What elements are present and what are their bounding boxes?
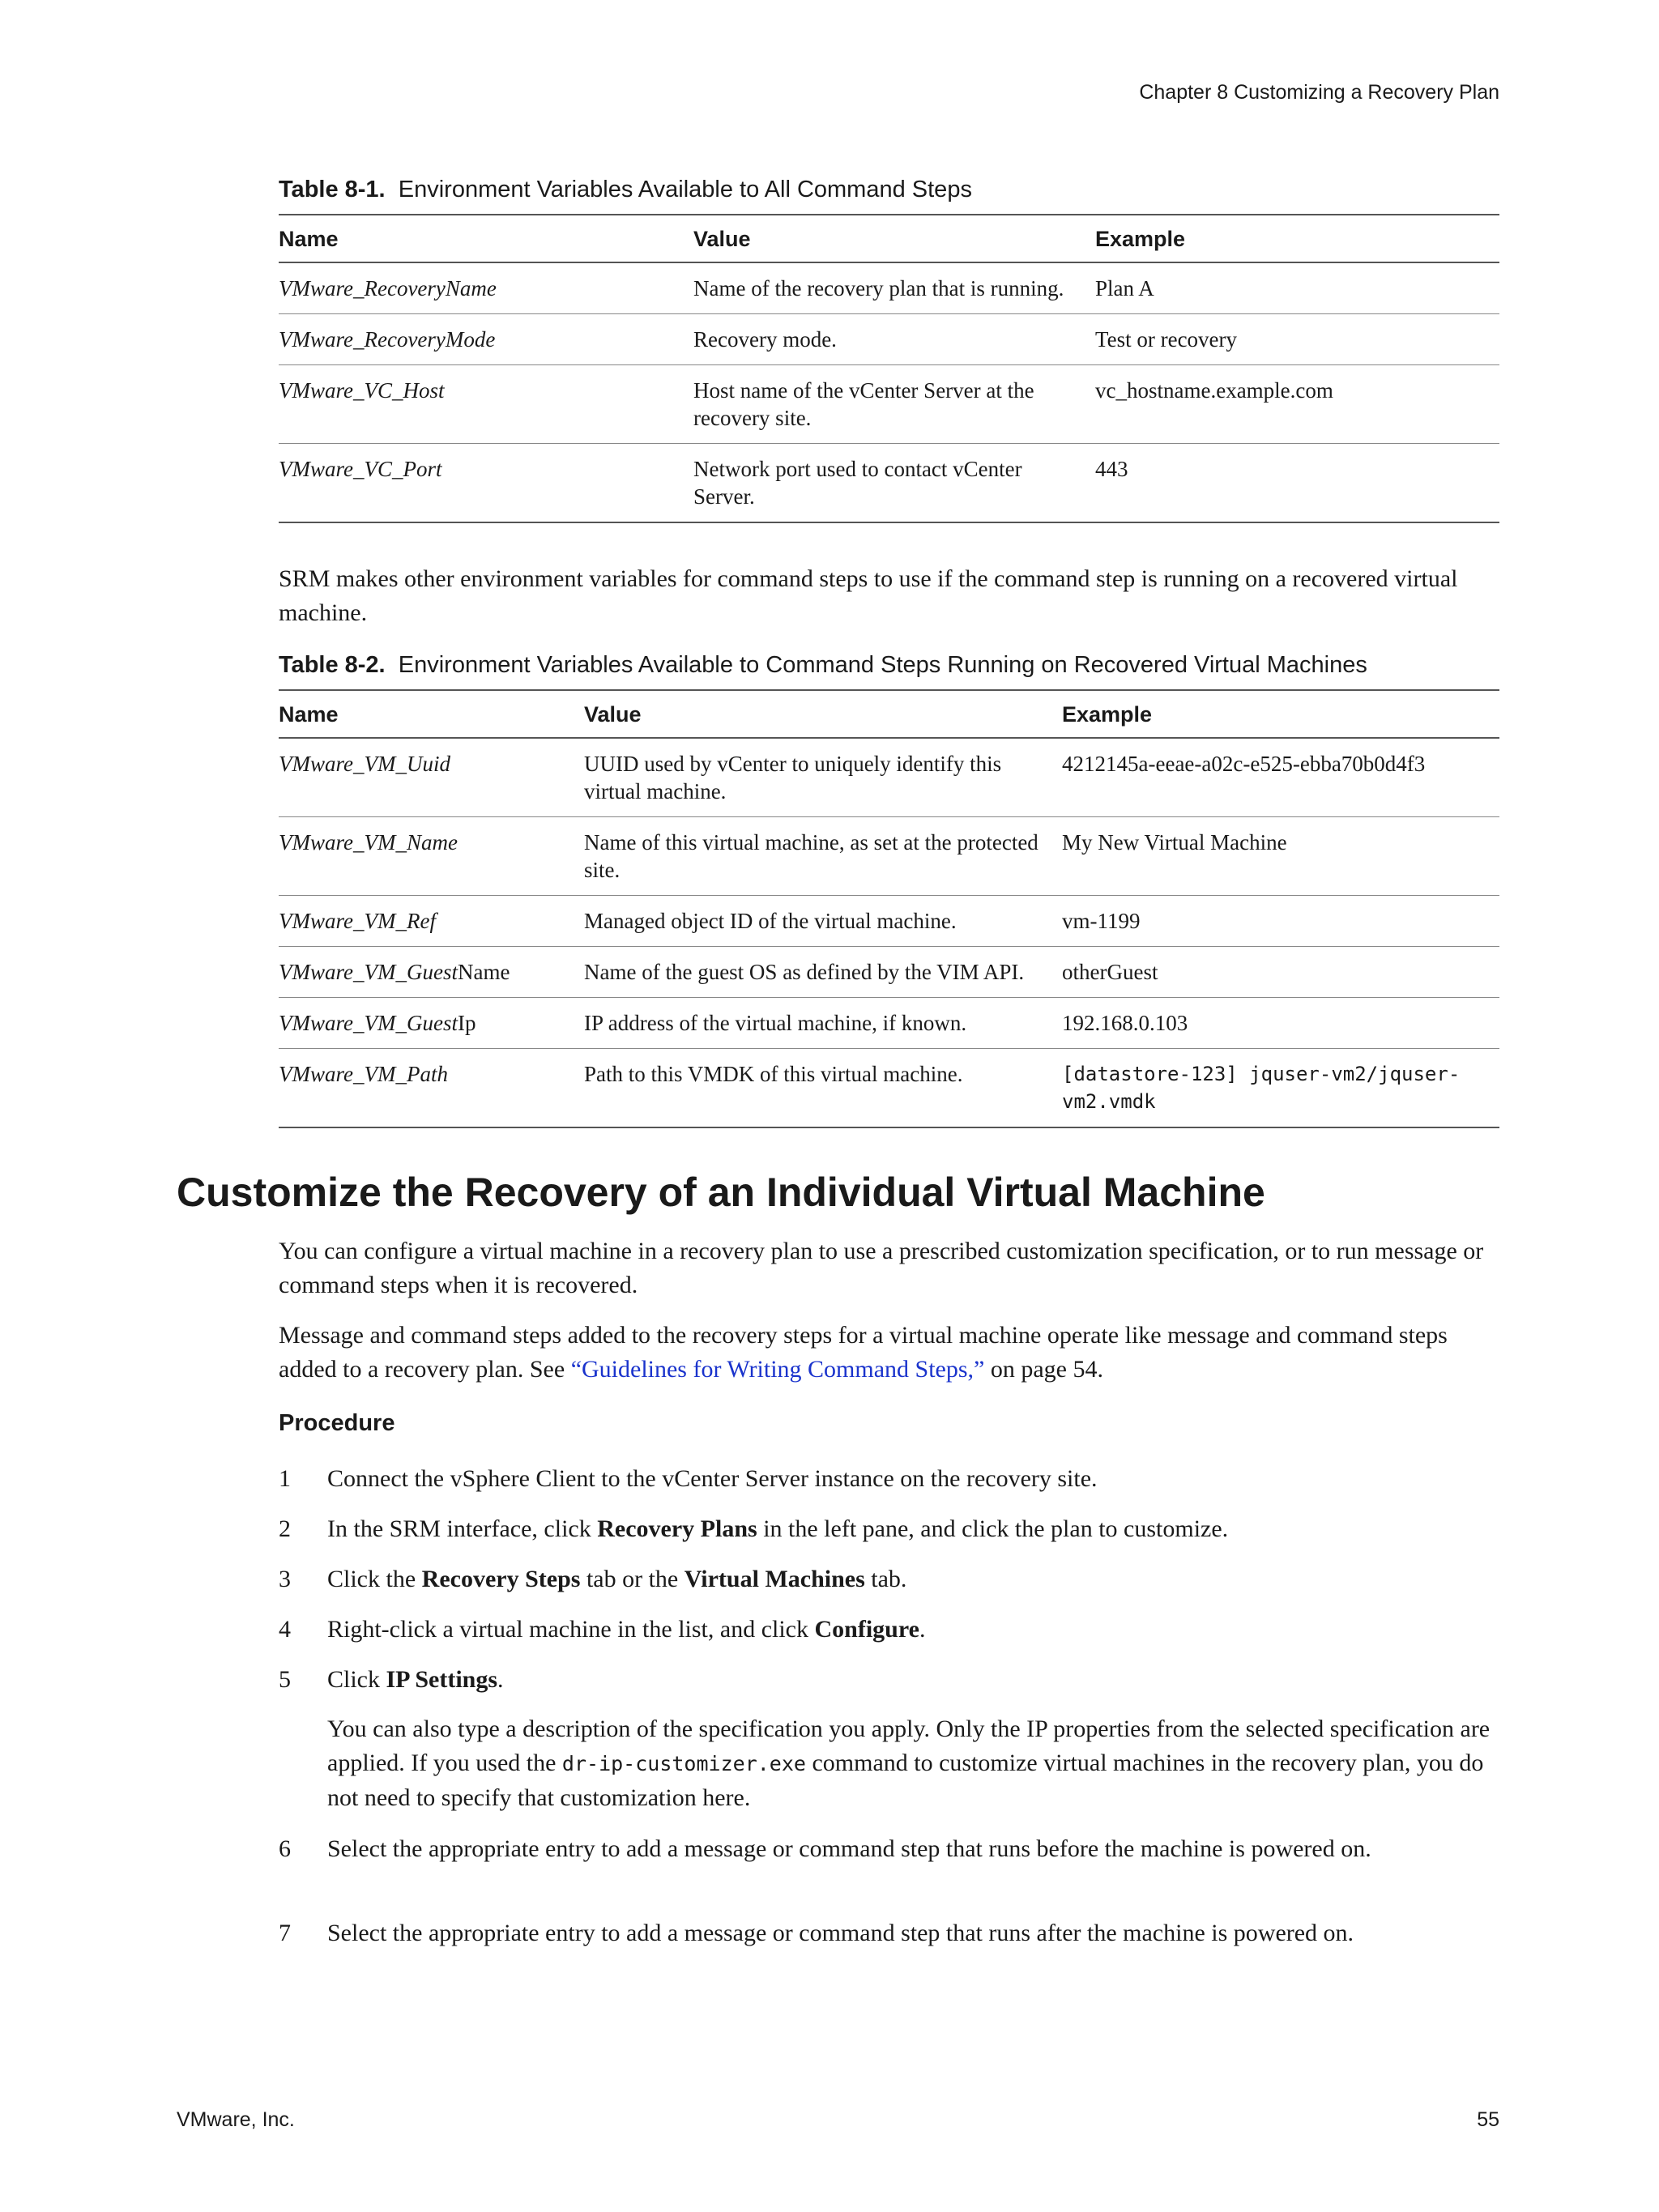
table-row: [279, 947, 1499, 998]
step-text: [327, 1512, 1499, 1546]
step-number: 7: [279, 1920, 291, 1946]
table-row: [279, 365, 1499, 444]
cell-value: IP address of the virtual machine, if known.: [584, 998, 1062, 1049]
cell-name: [279, 738, 584, 817]
step-text: [327, 1562, 1499, 1596]
intro-paragraph-cross-reference: [279, 1319, 1499, 1387]
running-header: Chapter 8 Customizing a Recovery Plan: [1139, 81, 1499, 104]
step-text-part: In the SRM interface, click: [327, 1515, 598, 1542]
name-italic: VMware_VM_Guest: [279, 960, 458, 984]
cell-value: Managed object ID of the virtual machine.: [584, 896, 1062, 947]
cell-example: Test or recovery: [1095, 314, 1499, 365]
procedure-heading: Procedure: [279, 1410, 395, 1436]
step-number: 3: [279, 1566, 291, 1592]
column-header-value: Value: [693, 215, 1095, 262]
table-header-row: [279, 690, 1499, 738]
cell-example: 443: [1095, 444, 1499, 523]
name-italic: VMware_VM_Uuid: [279, 752, 450, 776]
page-number: 55: [1477, 2108, 1499, 2131]
cell-name: VMware_VC_Port: [279, 444, 693, 523]
cell-example: vc_hostname.example.com: [1095, 365, 1499, 444]
table-8-1: [279, 175, 1499, 523]
cell-name: [279, 998, 584, 1049]
cell-value: UUID used by vCenter to uniquely identify this virtual machine.: [584, 738, 1062, 817]
table-label: Table 8-2.: [279, 652, 386, 678]
cell-name: [279, 1049, 584, 1128]
cell-example: vm-1199: [1062, 896, 1499, 947]
procedure-step: [279, 1512, 1499, 1546]
cell-example: otherGuest: [1062, 947, 1499, 998]
name-suffix: Ip: [457, 1011, 476, 1035]
step-text: [327, 1663, 1499, 1697]
cell-name: VMware_RecoveryMode: [279, 314, 693, 365]
step-text-part: Click the: [327, 1566, 422, 1592]
table-caption: [279, 175, 1499, 204]
intro-paragraph: You can configure a virtual machine in a recovery plan to use a prescribed customization specification, or to run message or command steps when it is recovered.: [279, 1238, 1484, 1298]
command-code: dr-ip-customizer.exe: [561, 1752, 806, 1775]
step-text-part: tab.: [864, 1566, 907, 1592]
step-text: Select the appropriate entry to add a message or command step that runs after the machine is powered on.: [327, 1920, 1354, 1946]
name-italic: VMware_VM_Ref: [279, 909, 436, 933]
procedure-step: [279, 1562, 1499, 1596]
step-number: 6: [279, 1835, 291, 1862]
table-row: [279, 817, 1499, 896]
column-header-example: Example: [1095, 215, 1499, 262]
name-italic: VMware_VM_Name: [279, 830, 458, 855]
table-row: [279, 314, 1499, 365]
column-header-name: Name: [279, 690, 584, 738]
procedure-step: [279, 1462, 1499, 1496]
step-5-note: [327, 1712, 1499, 1815]
table-title: Environment Variables Available to Command Steps Running on Recovered Virtual Machines: [398, 652, 1367, 678]
step-number: 5: [279, 1666, 291, 1693]
note-text: command to customize virtual machines in the recovery plan, you do not need to specify that customization here.: [327, 1750, 1484, 1811]
name-italic: VMware_VM_Guest: [279, 1011, 458, 1035]
ui-term: Configure: [814, 1616, 919, 1643]
step-text-part: tab or the: [580, 1566, 684, 1592]
table-caption: [279, 650, 1499, 680]
cell-name: [279, 817, 584, 896]
cell-example: Plan A: [1095, 262, 1499, 314]
env-table: [279, 689, 1499, 1128]
table-row: [279, 444, 1499, 523]
cell-value: Recovery mode.: [693, 314, 1095, 365]
procedure-step: [279, 1613, 1499, 1647]
table-row: [279, 1049, 1499, 1128]
cell-example: 192.168.0.103: [1062, 998, 1499, 1049]
cell-value: Name of the guest OS as defined by the VIM API.: [584, 947, 1062, 998]
step-number: 1: [279, 1465, 291, 1492]
column-header-value: Value: [584, 690, 1062, 738]
table-row: [279, 896, 1499, 947]
cell-example: 4212145a-eeae-a02c-e525-ebba70b0d4f3: [1062, 738, 1499, 817]
note-text: You can also type a description of the specification you apply. Only the IP properties from the selected specification are applied. If you used the: [327, 1715, 1491, 1776]
table-row: [279, 262, 1499, 314]
name-suffix: Name: [457, 960, 510, 984]
step-text-part: Right-click a virtual machine in the list, and click: [327, 1616, 815, 1643]
cell-value: Host name of the vCenter Server at the recovery site.: [693, 365, 1095, 444]
cell-name: VMware_RecoveryName: [279, 262, 693, 314]
footer-company: VMware, Inc.: [177, 2108, 295, 2131]
column-header-name: Name: [279, 215, 693, 262]
cell-example: My New Virtual Machine: [1062, 817, 1499, 896]
procedure-step: [279, 1663, 1499, 1697]
table-row: [279, 738, 1499, 817]
ui-term: Virtual Machines: [684, 1566, 865, 1592]
ui-term: Recovery Steps: [421, 1566, 581, 1592]
step-text-part: .: [497, 1666, 504, 1693]
table-label: Table 8-1.: [279, 177, 386, 202]
cell-value: Path to this VMDK of this virtual machine.: [584, 1049, 1062, 1128]
intro-text: on page 54.: [984, 1356, 1103, 1383]
name-italic: VMware_VM_Path: [279, 1062, 448, 1086]
step-text: [327, 1613, 1499, 1647]
table-title: Environment Variables Available to All Command Steps: [398, 177, 972, 202]
ui-term: IP Settings: [386, 1666, 498, 1693]
procedure-step: [279, 1832, 1499, 1866]
step-text: Connect the vSphere Client to the vCenter Server instance on the recovery site.: [327, 1465, 1098, 1492]
table-header-row: [279, 215, 1499, 262]
step-text-part: in the left pane, and click the plan to customize.: [757, 1515, 1229, 1542]
cell-name: [279, 947, 584, 998]
env-table: [279, 214, 1499, 523]
step-text: Select the appropriate entry to add a message or command step that runs before the machine is powered on.: [327, 1835, 1371, 1862]
guidelines-link[interactable]: “Guidelines for Writing Command Steps,”: [570, 1356, 985, 1383]
step-number: 2: [279, 1515, 291, 1542]
step-text-part: Click: [327, 1666, 386, 1693]
section-heading: Customize the Recovery of an Individual Virtual Machine: [177, 1170, 1265, 1215]
intro-text: Message and command steps added to the recovery steps for a virtual machine operate like message and command steps added to a recovery plan. See: [279, 1322, 1448, 1383]
cell-value: Name of this virtual machine, as set at the protected site.: [584, 817, 1062, 896]
procedure-step: [279, 1916, 1499, 1950]
srm-paragraph: SRM makes other environment variables for command steps to use if the command step is running on a recovered virtual machine.: [279, 565, 1458, 626]
cell-example-code: [datastore-123] jquser-vm2/jquser-vm2.vmdk: [1062, 1049, 1499, 1128]
cell-name: VMware_VC_Host: [279, 365, 693, 444]
cell-value: Name of the recovery plan that is running.: [693, 262, 1095, 314]
cell-value: Network port used to contact vCenter Server.: [693, 444, 1095, 523]
cell-name: [279, 896, 584, 947]
table-row: [279, 998, 1499, 1049]
table-8-2: [279, 650, 1499, 1128]
step-text-part: .: [919, 1616, 926, 1643]
column-header-example: Example: [1062, 690, 1499, 738]
ui-term: Recovery Plans: [597, 1515, 757, 1542]
step-number: 4: [279, 1616, 291, 1643]
